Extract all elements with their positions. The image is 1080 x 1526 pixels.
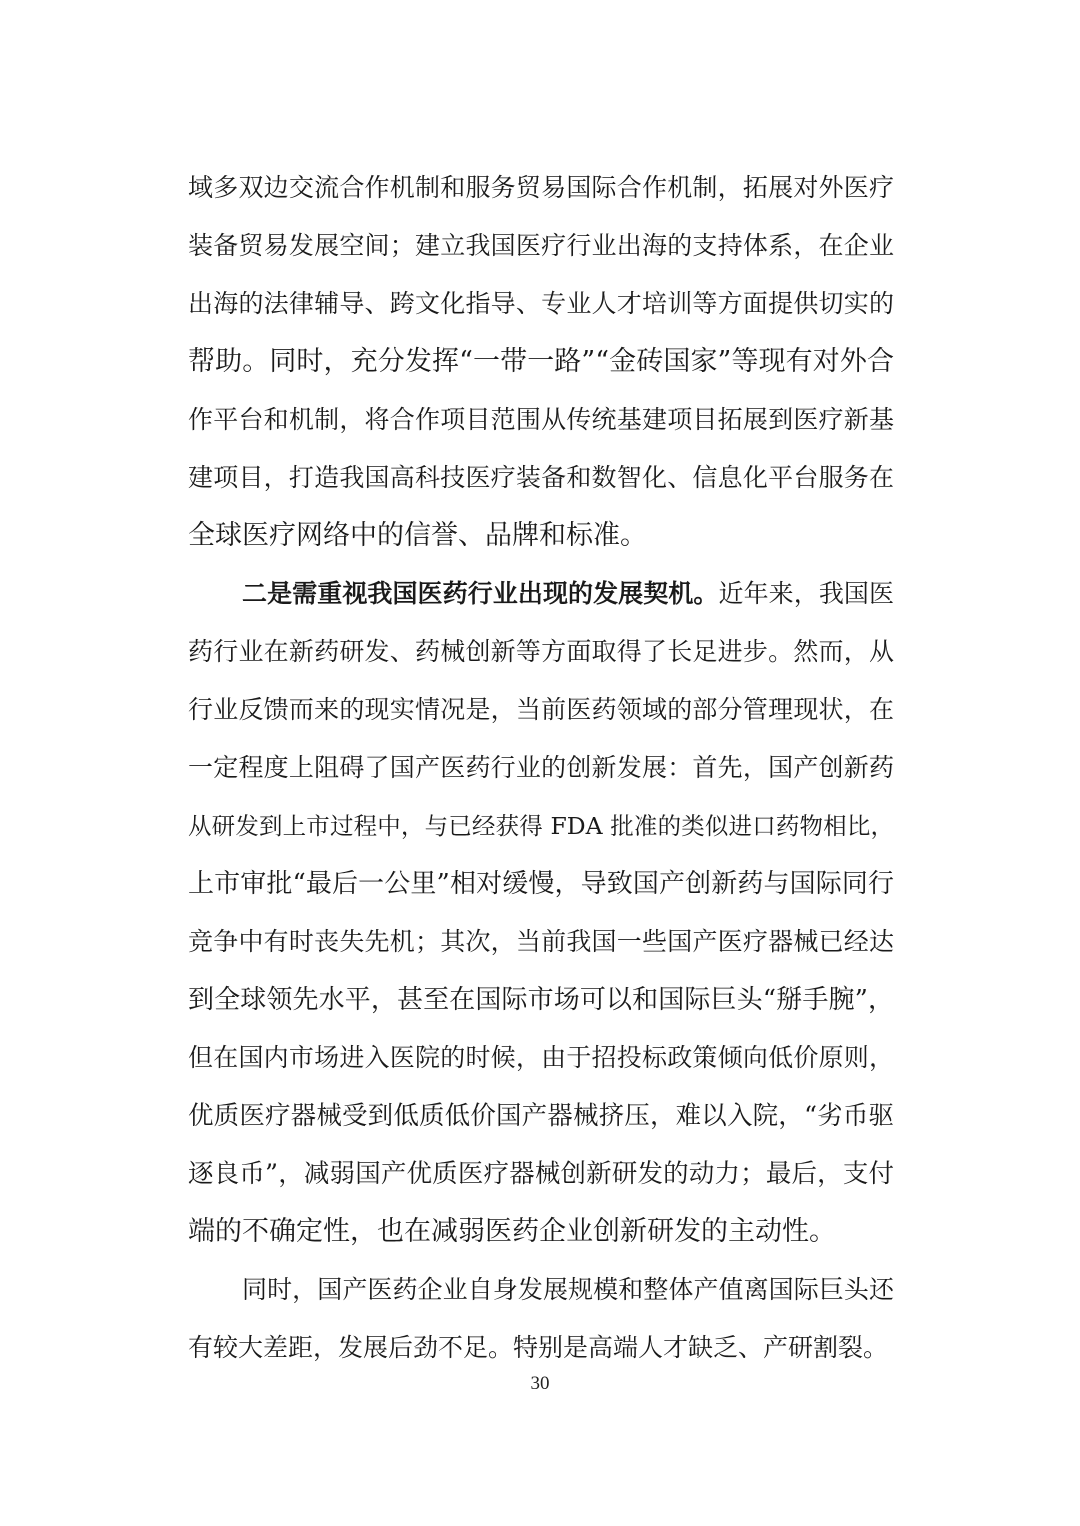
paragraph-line: 上市审批“最后一公里”相对缓慢，导致国产创新药与国际同行	[188, 869, 894, 899]
paragraph-line: 帮助。同时，充分发挥“一带一路”“金砖国家”等现有对外合	[188, 346, 894, 377]
paragraph-first-line: 同时，国产医药企业自身发展规模和整体产值离国际巨头还	[242, 1275, 894, 1304]
paragraph-line: 作平台和机制，将合作项目范围从传统基建项目拓展到医疗新基	[188, 405, 894, 434]
paragraph-line: 端的不确定性，也在减弱医药企业创新研发的主动性。	[188, 1216, 836, 1247]
page-number: 30	[530, 1373, 550, 1394]
paragraph-line: 逐良币”，减弱国产优质医疗器械创新研发的动力；最后，支付	[188, 1159, 894, 1189]
paragraph-line: 优质医疗器械受到低质低价国产器械挤压，难以入院，“劣币驱	[188, 1101, 894, 1131]
paragraph-line: 一定程度上阻碍了国产医药行业的创新发展：首先，国产创新药	[188, 753, 894, 782]
paragraph-line: 出海的法律辅导、跨文化指导、专业人才培训等方面提供切实的	[188, 289, 894, 318]
paragraph-line: 有较大差距，发展后劲不足。特别是高端人才缺乏、产研割裂。	[188, 1333, 889, 1362]
paragraph-line: 从研发到上市过程中，与已经获得 FDA 批准的类似进口药物相比，	[188, 812, 894, 840]
paragraph-line: 到全球领先水平，甚至在国际市场可以和国际巨头“掰手腕”，	[188, 985, 894, 1015]
paragraph-line: 全球医疗网络中的信誉、品牌和标准。	[188, 520, 647, 551]
paragraph-line: 装备贸易发展空间；建立我国医疗行业出海的支持体系，在企业	[188, 231, 894, 260]
paragraph-heading: 二是需重视我国医药行业出现的发展契机。	[242, 579, 719, 608]
paragraph-line: 域多双边交流合作机制和服务贸易国际合作机制，拓展对外医疗	[188, 173, 894, 202]
paragraph-lead-text: 近年来，我国医	[718, 579, 894, 608]
paragraph-line: 竞争中有时丧失先机；其次，当前我国一些国产医疗器械已经达	[188, 927, 894, 956]
paragraph-first-line	[188, 574, 894, 614]
paragraph-line: 行业反馈而来的现实情况是，当前医药领域的部分管理现状，在	[188, 695, 894, 724]
paragraph-line: 但在国内市场进入医院的时候，由于招投标政策倾向低价原则，	[188, 1043, 894, 1072]
paragraph-line: 建项目，打造我国高科技医疗装备和数智化、信息化平台服务在	[188, 463, 894, 492]
paragraph-line: 药行业在新药研发、药械创新等方面取得了长足进步。然而，从	[188, 637, 894, 666]
